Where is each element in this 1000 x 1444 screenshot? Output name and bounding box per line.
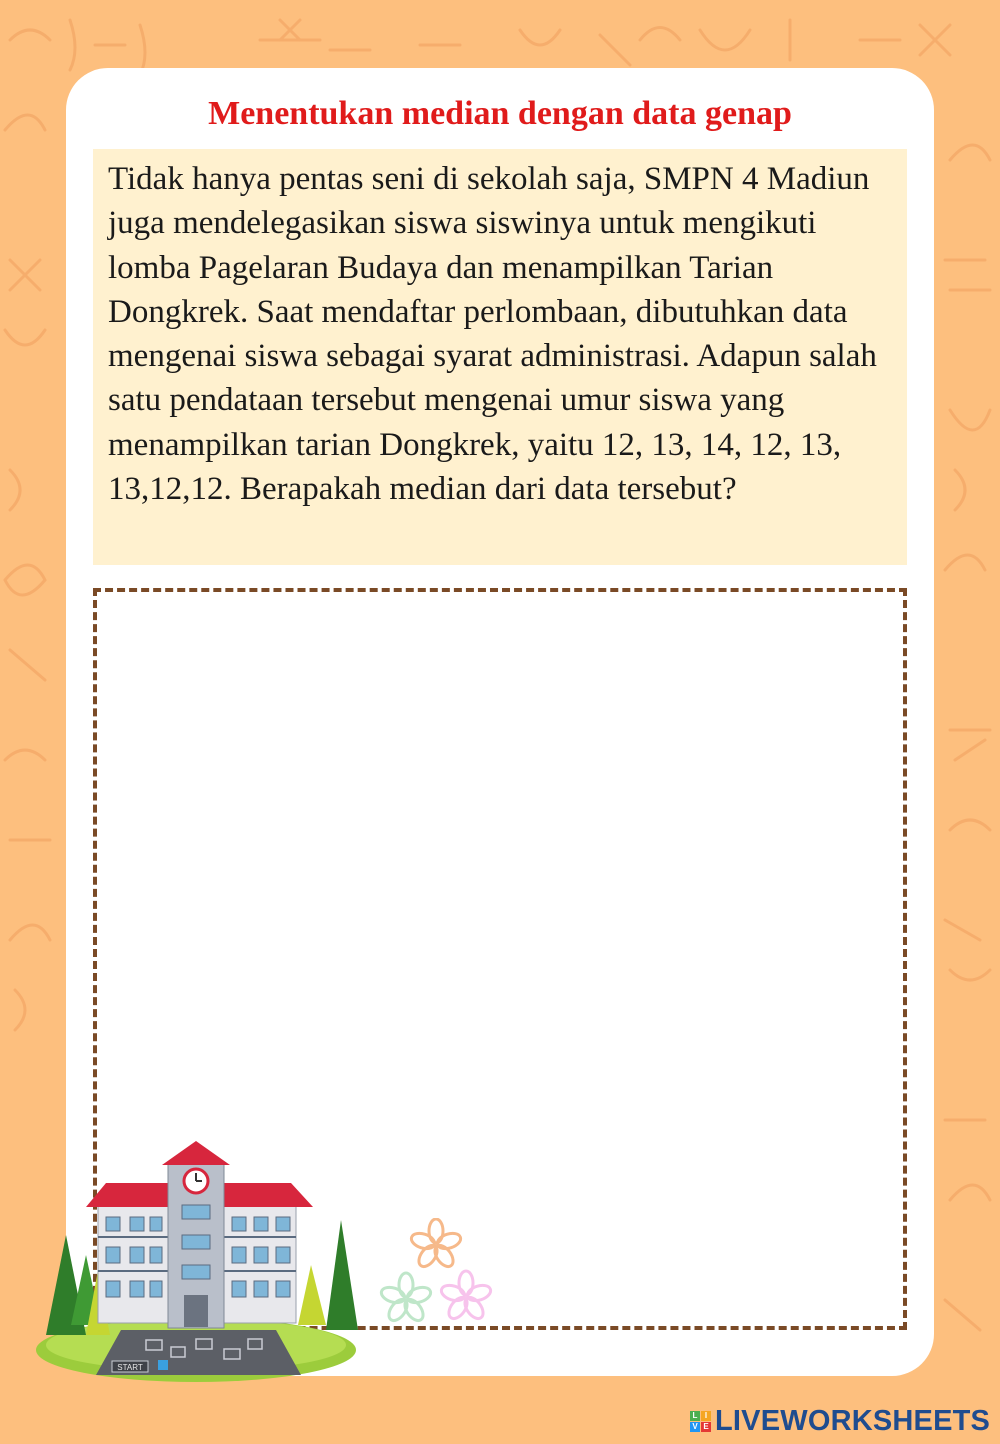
liveworksheets-logo-icon <box>690 1411 711 1432</box>
liveworksheets-footer <box>690 1401 990 1441</box>
logo-letter: E <box>701 1422 711 1432</box>
tree-right <box>326 1220 358 1330</box>
logo-letter: I <box>701 1411 711 1421</box>
worksheet-title: Menentukan median dengan data genap <box>208 95 792 132</box>
logo-letter: V <box>690 1422 700 1432</box>
flower-doodles <box>378 1218 498 1334</box>
brand-name: LIVEWORKSHEETS <box>715 1404 991 1437</box>
start-sign: START <box>117 1363 143 1372</box>
question-text: Tidak hanya pentas seni di sekolah saja, SMPN 4 Madiun juga mendelegasikan siswa siswinya untuk mengikuti lomba Pagelaran Budaya dan menampilkan Tarian Dongkrek. Saat mendaftar perlombaan, dibutuhkan data mengenai siswa sebagai syarat administrasi. Adapun salah satu pendataan tersebut mengenai umur siswa yang menampilkan tarian Dongkrek, yaitu 12, 13, 14, 12, 13, 13,12,12. Berapakah median dari data tersebut? <box>108 161 877 508</box>
logo-letter: L <box>690 1411 700 1421</box>
question-box <box>93 149 907 565</box>
school-building-illustration <box>36 1135 366 1385</box>
